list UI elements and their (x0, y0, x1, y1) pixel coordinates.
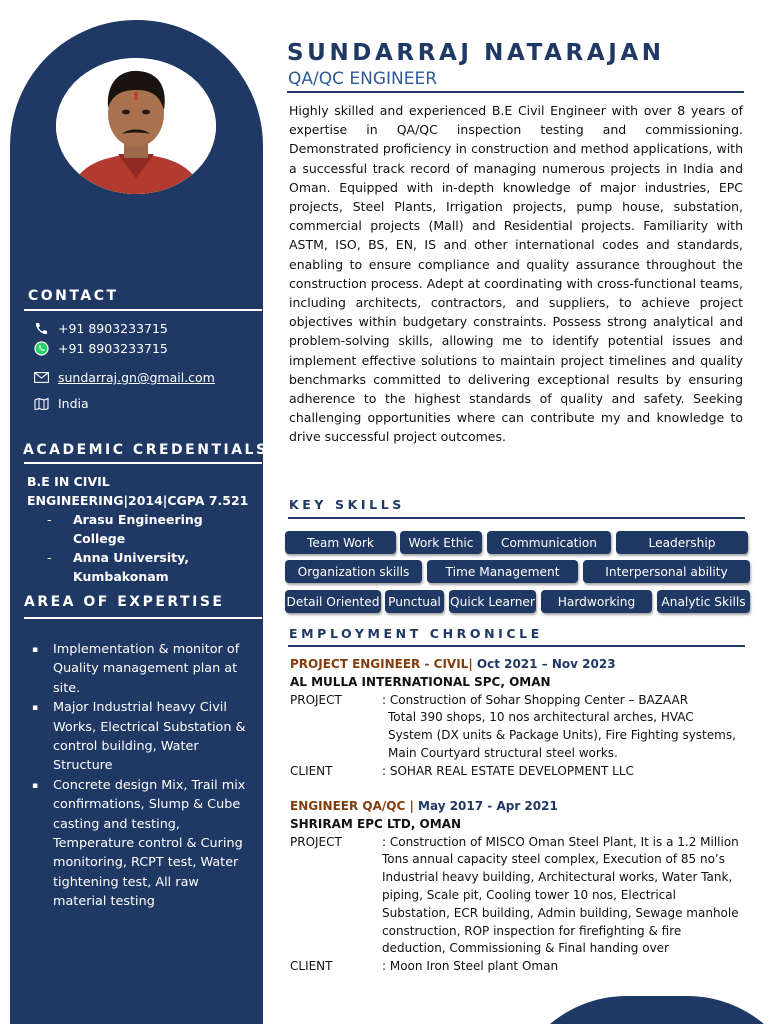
skill-tag: Communication (487, 531, 611, 554)
job-project-row (290, 834, 742, 959)
degree-line-1: B.E IN CIVIL (27, 474, 110, 489)
skill-tag: Analytic Skills (657, 590, 750, 613)
job-separator: | (468, 657, 473, 671)
client-label: CLIENT (290, 763, 333, 778)
contact-divider (24, 309, 262, 311)
job-dates: May 2017 - Apr 2021 (413, 799, 558, 813)
project-value: : Construction of Sohar Shopping Center – BAZAAR (382, 692, 689, 707)
location-row (32, 396, 89, 411)
list-item (32, 776, 256, 912)
skills-divider (288, 517, 745, 519)
project-value: : Construction of MISCO Oman Steel Plant, It is a 1.2 Million Tons annual capacity steel complex, Execution of 85 no’s Industrial heavy building, Architectural works, Water Tank, piping, Scale pit, Cooling tower 10 nos, Electrical Substation, ECR building, Admin building, Sewage manhole construction, ROP inspection for firefighting & fire deduction, Commissioning & Final handing over (382, 834, 739, 956)
academic-list (27, 510, 259, 586)
whatsapp-number[interactable]: +91 8903233715 (58, 341, 168, 356)
skill-tag: Organization skills (285, 560, 422, 583)
map-icon (32, 397, 50, 411)
list-item (27, 548, 259, 567)
expertise-divider (24, 617, 262, 619)
expertise-text: Major Industrial heavy Civil Works, Electrical Substation & control building, Water Structure (53, 700, 246, 774)
dash-spacer (27, 567, 73, 586)
contact-heading: CONTACT (28, 288, 119, 304)
project-details: Total 390 shops, 10 nos architectural arches, HVAC System (DX units & Package Units), Fire Fighting systems, Main Courtyard structural steel works. (388, 710, 736, 760)
profile-summary: Highly skilled and experienced B.E Civil Engineer with over 8 years of expertise in QA/QC inspection testing and commissioning. Demonstrated proficiency in construction and method applications, with a successful track record of managing numerous projects in India and Oman. Equipped with in-depth knowledge of major industries, EPC projects, Steel Plants, Irrigation projects, pump house, substation, commercial projects (Mall) and Residential projects. Familiarity with ASTM, ISO, BS, EN, IS and other international codes and standards, enabling to ensure compliance and quality assurance throughout the construction process. Adept at coordinating with cross-functional teams, including architects, contractors, and suppliers, to achieve project objectives within budgetary constraints. Possess strong analytical and problem-solving skills, allowing me to identify potential issues and implement effective solutions to maintain project timelines and quality benchmarks committed to delivering exceptional results by ensuring adherence to the highest standards of quality and safety. Seeking challenging opportunities where can contribute my and knowledge to drive successful project outcomes. (289, 103, 743, 445)
job-position: PROJECT ENGINEER - CIVIL (290, 657, 469, 671)
client-label: CLIENT (290, 959, 333, 974)
job-dates: Oct 2021 – Nov 2023 (472, 657, 616, 671)
job-entry (290, 798, 742, 976)
header-divider (287, 91, 744, 93)
location-text: India (58, 396, 89, 411)
job-separator: | (409, 799, 414, 813)
job-company: AL MULLA INTERNATIONAL SPC, OMAN (290, 674, 551, 689)
list-item (27, 567, 259, 586)
phone-number[interactable]: +91 8903233715 (58, 321, 168, 336)
portrait-illustration (56, 58, 216, 194)
academic-details (27, 472, 259, 586)
expertise-list (32, 640, 256, 912)
skill-tag: Work Ethic (400, 531, 482, 554)
job-company: SHRIRAM EPC LTD, OMAN (290, 816, 462, 831)
skills-heading: KEY SKILLS (289, 497, 405, 512)
job-title-line (290, 656, 742, 674)
whatsapp-icon (32, 342, 50, 356)
job-project-extra-row (290, 709, 742, 762)
university-city: Kumbakonam (73, 569, 169, 584)
university-name: Anna University, (73, 550, 190, 565)
bullet-marker: ▪ (32, 645, 39, 655)
skill-tag: Interpersonal ability (583, 560, 750, 583)
expertise-heading: AREA OF EXPERTISE (24, 594, 225, 610)
expertise-text: Implementation & monitor of Quality management plan at site. (53, 642, 240, 696)
email-row (32, 370, 215, 385)
list-item (32, 640, 256, 698)
phone-row (32, 321, 168, 336)
indent-spacer (290, 709, 382, 762)
job-position: ENGINEER QA/QC (290, 799, 410, 813)
skill-tag: Punctual (385, 590, 444, 613)
project-label: PROJECT (290, 692, 342, 707)
list-item (27, 510, 259, 548)
client-value: : Moon Iron Steel plant Oman (382, 959, 559, 974)
list-item (32, 698, 256, 776)
degree-line-2: ENGINEERING|2014|CGPA 7.521 (27, 493, 249, 508)
college-name: Arasu Engineering College (72, 512, 203, 546)
job-client-row (290, 763, 742, 781)
skill-tag: Quick Learner (449, 590, 536, 613)
employment-divider (288, 645, 745, 647)
decorative-corner (507, 996, 768, 1024)
profile-photo (56, 58, 216, 194)
job-client-row (290, 958, 742, 976)
email-icon (32, 371, 50, 385)
client-value: : SOHAR REAL ESTATE DEVELOPMENT LLC (382, 763, 634, 778)
job-title-line (290, 798, 742, 816)
whatsapp-row (32, 341, 168, 356)
bullet-marker: ▪ (32, 703, 39, 714)
skill-tag: Time Management (427, 560, 578, 583)
expertise-text: Concrete design Mix, Trail mix confirmations, Slump & Cube casting and testing, Temperature control & Curing monitoring, RCPT test, Water tightening test, All raw material testing (53, 777, 246, 910)
skill-tag: Detail Oriented (285, 590, 381, 613)
academic-heading: ACADEMIC CREDENTIALS (23, 442, 269, 458)
skill-tag: Hardworking (541, 590, 652, 613)
job-entry (290, 656, 742, 781)
project-label: PROJECT (290, 834, 342, 849)
phone-icon (32, 322, 50, 336)
bullet-marker: ▪ (32, 780, 39, 791)
dash-marker: - (47, 512, 52, 527)
candidate-role: QA/QC ENGINEER (288, 69, 438, 89)
skill-tag: Leadership (616, 531, 748, 554)
job-project-row (290, 692, 742, 710)
email-link[interactable]: sundarraj.gn@gmail.com (58, 370, 215, 385)
candidate-name: SUNDARRAJ NATARAJAN (287, 40, 665, 66)
employment-heading: EMPLOYMENT CHRONICLE (289, 626, 543, 641)
skill-tag: Team Work (285, 531, 396, 554)
academic-divider (24, 462, 262, 464)
dash-marker: - (47, 550, 52, 565)
